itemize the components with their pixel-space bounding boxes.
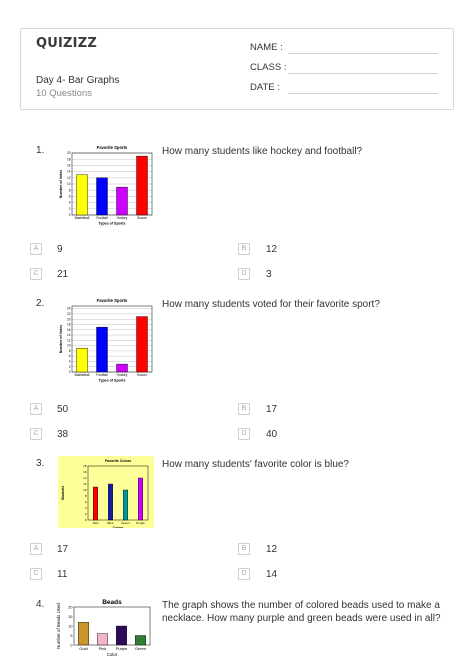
question-1-text: How many students like hockey and football? — [162, 146, 363, 157]
chart-1-bar-football — [97, 178, 108, 215]
q2-option-a-value: 50 — [57, 404, 69, 415]
q2-option-b-box[interactable]: B — [238, 403, 250, 415]
q3-option-a-box[interactable]: A — [30, 543, 42, 555]
chart-3-bar-blue — [108, 484, 113, 520]
chart-4-svg — [56, 597, 152, 657]
chart-2-ytick-label: 10 — [66, 343, 71, 348]
q1-option-b-value: 12 — [266, 244, 278, 255]
chart-2-svg — [58, 296, 158, 384]
q3-option-c-value: 11 — [57, 569, 68, 580]
chart-3-ytick-label: 4 — [84, 506, 87, 510]
chart-3-bar-green — [123, 490, 128, 520]
chart-1-bar-soccer — [137, 156, 148, 215]
question-2-text: How many students voted for their favorite sport? — [162, 299, 380, 310]
chart-3-ylabel: Students — [61, 485, 65, 501]
q2-option-c-value: 38 — [57, 429, 69, 440]
chart-1-ytick-label: 14 — [66, 169, 71, 174]
chart-2-category-label: Soccer — [137, 373, 147, 378]
q2-option-b-value: 17 — [266, 404, 278, 415]
chart-3-ytick-label: 12 — [83, 482, 87, 486]
chart-2-bar-soccer — [137, 317, 148, 372]
chart-2-xlabel: Types of Sports — [98, 378, 126, 383]
q1-option-d-box[interactable]: D — [238, 268, 250, 280]
chart-3-category-label: Red — [92, 521, 99, 525]
worksheet-title: Day 4- Bar Graphs — [36, 75, 120, 86]
chart-3-ytick-label: 6 — [84, 500, 87, 504]
chart-1-ytick-label: 18 — [66, 157, 71, 162]
question-4-number: 4. — [36, 599, 45, 610]
q2-option-d-box[interactable]: D — [238, 428, 250, 440]
question-1-chart — [58, 143, 158, 229]
chart-4-category-label: Green — [134, 646, 147, 651]
chart-3-category-label: Purple — [136, 521, 145, 525]
chart-3-category-label: Blue — [107, 521, 114, 525]
worksheet-subtitle: 10 Questions — [36, 88, 92, 99]
q2-option-c-box[interactable]: C — [30, 428, 42, 440]
chart-3-ytick-label: 16 — [83, 470, 87, 474]
chart-1-ylabel: Number of Votes — [59, 169, 63, 199]
chart-3-bar-red — [93, 487, 98, 520]
chart-4-bar-green — [135, 636, 145, 646]
question-3-chart — [58, 456, 154, 528]
q1-option-a-value: 9 — [57, 244, 63, 255]
chart-1-ytick-label: 10 — [66, 182, 71, 187]
q1-option-c-value: 21 — [57, 269, 69, 280]
chart-1-ytick-label: 0 — [68, 213, 71, 218]
question-1-number: 1. — [36, 145, 45, 156]
chart-2-ytick-label: 24 — [66, 306, 71, 311]
chart-2-ytick-label: 16 — [66, 327, 71, 332]
quizizz-logo: QUIZIZZ — [36, 36, 97, 51]
chart-1-ytick-label: 20 — [66, 151, 71, 156]
chart-4-bar-gold — [78, 622, 88, 645]
chart-3-ytick-label: 18 — [83, 464, 87, 468]
chart-2-ytick-label: 6 — [68, 354, 71, 359]
chart-4-category-label: Gold — [79, 646, 88, 651]
q2-option-d-value: 40 — [266, 429, 278, 440]
chart-2-ytick-label: 22 — [66, 311, 71, 316]
chart-1-ytick-label: 4 — [68, 200, 71, 205]
chart-1-ytick-label: 12 — [66, 175, 71, 180]
chart-2-ytick-label: 18 — [66, 322, 71, 327]
chart-2-ytick-label: 12 — [66, 338, 71, 343]
chart-1-ytick-label: 6 — [68, 194, 71, 199]
chart-4-ytick-label: 10 — [68, 624, 73, 629]
chart-4-title: Beads — [102, 599, 122, 606]
chart-1-title: Favorite Sports — [96, 145, 128, 150]
chart-2-category-label: Football — [96, 373, 108, 378]
chart-1-ytick-label: 16 — [66, 163, 71, 168]
chart-4-bar-pink — [97, 634, 107, 645]
class-line[interactable] — [288, 73, 438, 74]
chart-1-category-label: Soccer — [137, 216, 147, 221]
question-4-chart — [56, 597, 152, 657]
chart-2-ytick-label: 4 — [68, 359, 71, 364]
chart-1-xlabel: Types of Sports — [98, 221, 126, 226]
q3-option-c-box[interactable]: C — [30, 568, 42, 580]
q3-option-d-box[interactable]: D — [238, 568, 250, 580]
chart-4-ytick-label: 0 — [70, 643, 73, 648]
chart-2-ytick-label: 8 — [68, 348, 71, 353]
chart-2-bar-hockey — [117, 364, 128, 372]
chart-2-ytick-label: 0 — [68, 370, 71, 375]
q2-option-a-box[interactable]: A — [30, 403, 42, 415]
chart-1-bar-hockey — [117, 187, 128, 215]
chart-3-ytick-label: 8 — [84, 494, 87, 498]
q3-option-b-box[interactable]: B — [238, 543, 250, 555]
chart-3-ytick-label: 10 — [83, 488, 87, 492]
chart-4-ytick-label: 20 — [68, 605, 73, 610]
q3-option-a-value: 17 — [57, 544, 69, 555]
chart-2-ytick-label: 14 — [66, 333, 71, 338]
q1-option-b-box[interactable]: B — [238, 243, 250, 255]
chart-4-ytick-label: 15 — [68, 614, 73, 619]
chart-1-category-label: Basketball — [74, 216, 90, 221]
chart-3-bar-purple — [138, 478, 143, 520]
chart-2-ytick-label: 2 — [68, 364, 71, 369]
chart-3-category-label: Green — [121, 521, 130, 525]
date-label: DATE : — [250, 82, 280, 93]
question-3-number: 3. — [36, 458, 45, 469]
chart-3-ytick-label: 14 — [83, 476, 87, 480]
chart-2-category-label: Hockey — [116, 373, 128, 378]
chart-1-svg — [58, 143, 158, 229]
name-line[interactable] — [288, 53, 438, 54]
class-label: CLASS : — [250, 62, 287, 73]
chart-2-category-label: Basketball — [74, 373, 90, 378]
chart-1-category-label: Football — [96, 216, 108, 221]
chart-2-bar-basketball — [77, 348, 88, 372]
q1-option-c-box[interactable]: C — [30, 268, 42, 280]
q3-option-b-value: 12 — [266, 544, 278, 555]
chart-1-category-label: Hockey — [116, 216, 128, 221]
name-label: NAME : — [250, 42, 283, 53]
chart-2-bar-football — [97, 327, 108, 372]
chart-1-ytick-label: 2 — [68, 206, 71, 211]
date-line[interactable] — [288, 93, 438, 94]
chart-3-title: Favorite Colors — [104, 459, 132, 463]
chart-4-category-label: Pink — [98, 646, 107, 651]
chart-4-ytick-label: 5 — [70, 633, 73, 638]
chart-3-ytick-label: 0 — [84, 518, 87, 522]
chart-4-ylabel: Number of Beads Used — [56, 603, 61, 649]
chart-1-bar-basketball — [77, 175, 88, 215]
question-2-number: 2. — [36, 298, 45, 309]
chart-4-bar-purple — [116, 626, 126, 645]
question-3-text: How many students' favorite color is blue? — [162, 459, 349, 470]
chart-2-title: Favorite Sports — [96, 298, 128, 303]
chart-3-xlabel: Colors — [112, 526, 124, 528]
chart-4-xlabel: Color — [106, 652, 118, 657]
q1-option-d-value: 3 — [266, 269, 272, 280]
q3-option-d-value: 14 — [266, 569, 278, 580]
question-2-chart — [58, 296, 158, 384]
chart-3-svg — [58, 456, 154, 528]
question-4-text: The graph shows the number of colored beads used to make a necklace. How many purple and green beads were used in all? — [162, 600, 441, 624]
chart-4-category-label: Purple — [115, 646, 128, 651]
chart-2-ytick-label: 20 — [66, 317, 71, 322]
chart-1-ytick-label: 8 — [68, 188, 71, 193]
chart-2-ylabel: Number of Votes — [59, 324, 63, 354]
chart-3-ytick-label: 2 — [84, 512, 87, 516]
q1-option-a-box[interactable]: A — [30, 243, 42, 255]
